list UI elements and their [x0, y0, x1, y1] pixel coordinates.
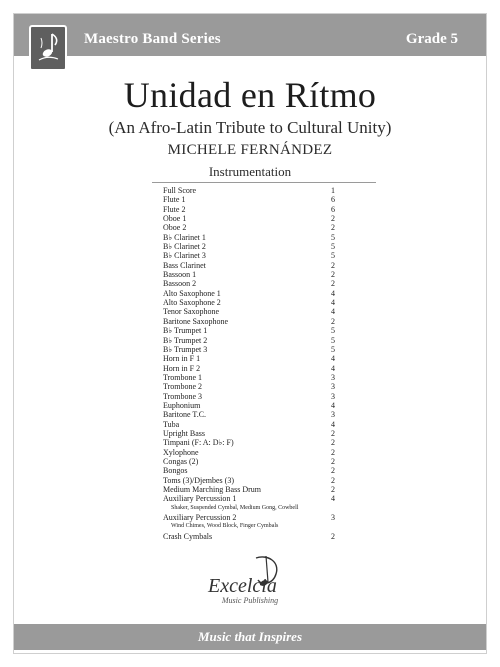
instrument-name: Congas (2)	[163, 456, 199, 466]
instrument-row	[163, 307, 335, 316]
instrument-quantity: 2	[331, 531, 335, 541]
instrument-name: Upright Bass	[163, 428, 205, 438]
instrument-quantity: 2	[331, 279, 335, 289]
instrument-name: Baritone T.C.	[163, 410, 207, 420]
instrumentation-heading: Instrumentation	[208, 164, 292, 179]
piece-title: Unidad en Rítmo	[123, 75, 377, 115]
footer-bar	[14, 624, 486, 650]
instrument-quantity: 6	[331, 204, 335, 214]
instrument-quantity: 5	[331, 335, 335, 345]
instrument-name: Auxiliary Percussion 1	[163, 494, 237, 504]
instrument-row	[163, 279, 335, 288]
instrument-row	[163, 251, 335, 260]
instrument-row	[163, 317, 335, 326]
instrumentation-list	[163, 186, 335, 541]
instrument-name: Trombone 1	[163, 372, 203, 382]
instrument-row	[163, 233, 335, 242]
instrument-quantity: 2	[331, 223, 335, 233]
instrument-row	[163, 485, 335, 494]
instrument-row	[163, 513, 335, 522]
instrument-name: Alto Saxophone 1	[163, 288, 221, 298]
instrument-row	[163, 448, 335, 457]
instrument-name: B♭ Clarinet 2	[163, 242, 206, 252]
instrument-name: Bongos	[163, 466, 188, 476]
instrument-quantity: 4	[331, 363, 335, 373]
instrument-quantity: 4	[331, 288, 335, 298]
instrument-name: Bassoon 1	[163, 270, 197, 280]
instrument-quantity: 3	[331, 410, 335, 420]
instrument-quantity: 2	[331, 438, 335, 448]
instrument-row	[163, 326, 335, 335]
instrument-quantity: 4	[331, 419, 335, 429]
instrument-quantity: 2	[331, 260, 335, 270]
instrument-row	[163, 466, 335, 475]
instrument-name: Full Score	[163, 186, 197, 195]
instrument-row	[163, 186, 335, 195]
instrument-quantity: 5	[331, 242, 335, 252]
composer-name: MICHELE FERNÁNDEZ	[167, 142, 333, 158]
instrument-row	[163, 429, 335, 438]
instrument-quantity: 4	[331, 298, 335, 308]
instrument-quantity: 2	[331, 428, 335, 438]
instrument-row	[163, 373, 335, 382]
instrument-name: Bassoon 2	[163, 279, 197, 289]
instrument-name: Euphonium	[163, 400, 201, 410]
instrument-quantity: 5	[331, 251, 335, 261]
instrument-quantity: 5	[331, 326, 335, 336]
music-note-icon	[33, 29, 63, 67]
instrument-name: Baritone Saxophone	[163, 316, 229, 326]
instrument-name: Timpani (F: A: D♭: F)	[163, 438, 234, 448]
instrument-row	[163, 410, 335, 419]
excelcia-wordmark: Excelcia	[208, 575, 277, 597]
instrument-quantity: 4	[331, 400, 335, 410]
instrument-quantity: 2	[331, 214, 335, 224]
instrument-row	[163, 242, 335, 251]
instrument-name: Oboe 2	[163, 223, 187, 233]
instrument-quantity: 2	[331, 466, 335, 476]
instrument-row	[163, 214, 335, 223]
instrument-quantity: 3	[331, 391, 335, 401]
instrument-name: B♭ Trumpet 3	[163, 344, 208, 354]
instrument-row	[163, 532, 335, 541]
instrument-row	[163, 401, 335, 410]
maestro-logo	[29, 25, 67, 71]
instrument-quantity: 2	[331, 316, 335, 326]
instrument-name: Flute 1	[163, 195, 186, 205]
instrument-row	[163, 420, 335, 429]
instrument-name: Tuba	[163, 419, 180, 429]
instrument-row	[163, 392, 335, 401]
instrument-row	[163, 438, 335, 447]
instrument-row	[163, 261, 335, 270]
instrument-quantity: 4	[331, 354, 335, 364]
instrument-note	[163, 522, 335, 531]
instrument-name: Oboe 1	[163, 214, 187, 224]
piece-subtitle: (An Afro-Latin Tribute to Cultural Unity)	[108, 118, 392, 137]
instrument-quantity: 3	[331, 372, 335, 382]
instrument-quantity: 2	[331, 485, 335, 494]
instrument-row	[163, 354, 335, 363]
instrument-quantity: 4	[331, 494, 335, 504]
instrument-row	[163, 345, 335, 354]
instrument-name: B♭ Trumpet 2	[163, 335, 208, 345]
instrument-row	[163, 457, 335, 466]
instrument-quantity: 2	[331, 475, 335, 485]
instrument-name: Xylophone	[163, 447, 199, 457]
publisher-name: Music Publishing	[221, 596, 279, 605]
instrument-name: Wind Chimes, Wood Block, Finger Cymbals	[171, 523, 279, 530]
instrument-row	[163, 289, 335, 298]
instrument-row	[163, 195, 335, 204]
instrument-name: Horn in F 2	[163, 363, 201, 373]
instrument-row	[163, 336, 335, 345]
instrument-name: Medium Marching Bass Drum	[163, 485, 261, 494]
instrument-quantity: 2	[331, 456, 335, 466]
instrument-row	[163, 223, 335, 232]
instrument-row	[163, 494, 335, 503]
instrument-quantity: 2	[331, 270, 335, 280]
instrument-quantity: 2	[331, 447, 335, 457]
instrument-row	[163, 382, 335, 391]
instrument-name: Tenor Saxophone	[163, 307, 220, 317]
series-name: Maestro Band Series	[84, 31, 221, 47]
instrument-name: Alto Saxophone 2	[163, 298, 221, 308]
instrument-quantity: 1	[331, 186, 335, 195]
instrument-note	[163, 504, 335, 513]
instrument-row	[163, 364, 335, 373]
grade-level: Grade 5	[405, 31, 458, 47]
instrument-quantity: 5	[331, 232, 335, 242]
instrument-name: Crash Cymbals	[163, 531, 213, 541]
instrument-row	[163, 270, 335, 279]
instrument-quantity: 5	[331, 344, 335, 354]
instrument-name: B♭ Clarinet 1	[163, 232, 206, 242]
instrument-row	[163, 205, 335, 214]
instrument-row	[163, 298, 335, 307]
instrument-row	[163, 476, 335, 485]
instrument-name: Flute 2	[163, 204, 186, 214]
divider	[152, 182, 376, 183]
instrument-name: Trombone 3	[163, 391, 203, 401]
instrument-name: B♭ Trumpet 1	[163, 326, 208, 336]
instrument-quantity: 6	[331, 195, 335, 205]
slogan: Music that Inspires	[197, 629, 303, 644]
instrument-quantity: 3	[331, 382, 335, 392]
instrument-name: Horn in F 1	[163, 354, 201, 364]
instrument-name: Auxiliary Percussion 2	[163, 513, 237, 523]
instrument-quantity: 3	[331, 513, 335, 523]
instrument-name: Toms (3)/Djembes (3)	[163, 475, 234, 485]
instrument-name: B♭ Clarinet 3	[163, 251, 206, 261]
instrument-quantity: 4	[331, 307, 335, 317]
instrument-name: Shaker, Suspended Cymbal, Medium Gong, Cowbell	[171, 504, 299, 511]
instrument-name: Trombone 2	[163, 382, 203, 392]
instrument-name: Bass Clarinet	[163, 260, 206, 270]
